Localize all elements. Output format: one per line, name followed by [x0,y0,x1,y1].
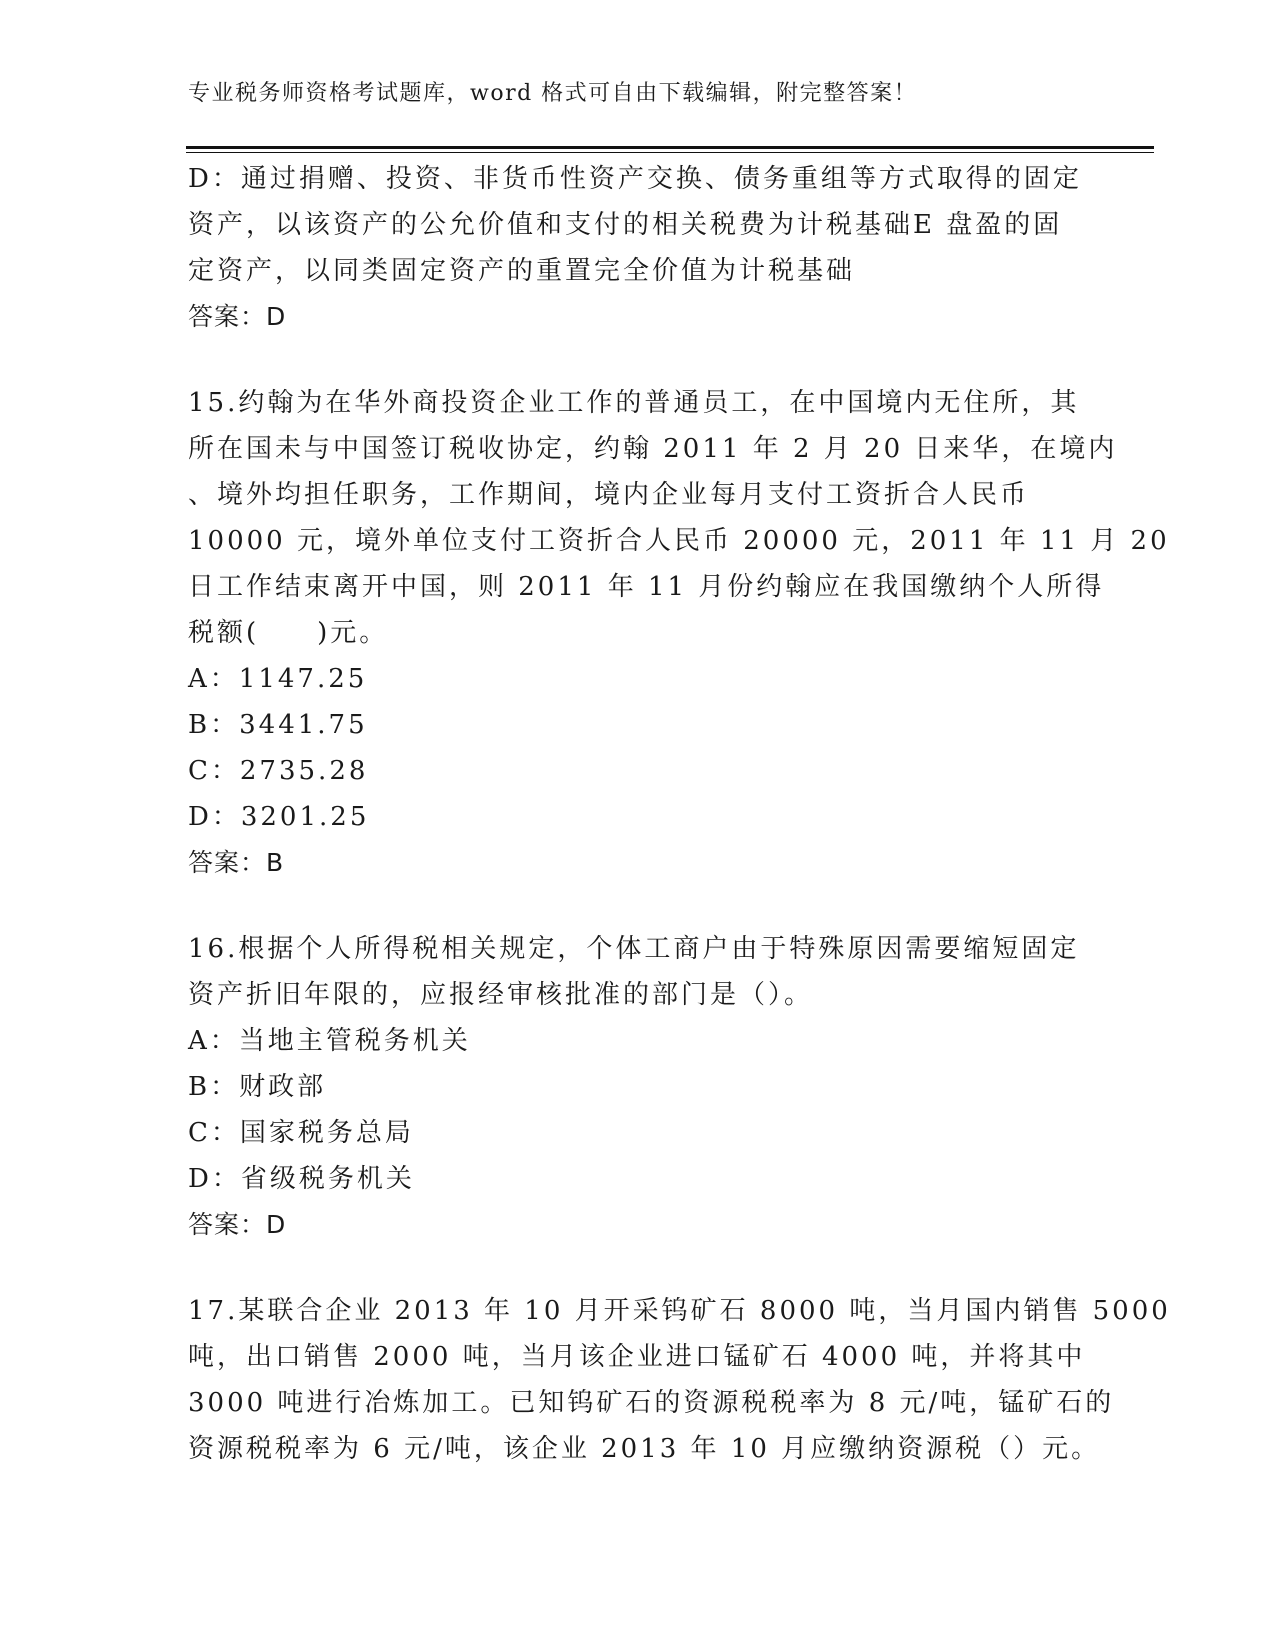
option-d-line-2: 资产，以该资产的公允价值和支付的相关税费为计税基础E 盘盈的固 [188,210,1063,240]
option-d: D：省级税务机关 [188,1164,415,1194]
page-header-title: 专业税务师资格考试题库，word 格式可自由下载编辑，附完整答案！ [188,81,918,106]
question-stem-line: 、境外均担任职务，工作期间，境内企业每月支付工资折合人民币 [188,480,1030,510]
document-body [188,156,1171,1472]
header-rule-thin [186,152,1154,153]
question-14-tail [188,156,1088,340]
question-stem-line: 17.某联合企业 2013 年 10 月开采钨矿石 8000 吨，当月国内销售 5000 [188,1296,1171,1326]
header-rule-thick [186,146,1154,149]
option-d: D：3201.25 [188,802,370,832]
answer-label: 答案：D [188,302,287,331]
question-stem-line: 税额( )元。 [188,618,389,648]
option-d-line-1: D：通过捐赠、投资、非货币性资产交换、债务重组等方式取得的固定 [188,164,1082,194]
question-stem-line: 日工作结束离开中国，则 2011 年 11 月份约翰应在我国缴纳个人所得 [188,572,1105,602]
option-b: B：财政部 [188,1072,327,1102]
question-17 [188,1288,1171,1472]
question-stem-line: 所在国未与中国签订税收协定，约翰 2011 年 2 月 20 日来华，在境内 [188,434,1118,464]
option-d-line-3: 定资产，以同类固定资产的重置完全价值为计税基础 [188,256,856,286]
question-16 [188,926,1088,1248]
question-stem-line: 15.约翰为在华外商投资企业工作的普通员工，在中国境内无住所，其 [188,388,1080,418]
answer-label: 答案：B [188,848,285,877]
option-c: C：国家税务总局 [188,1118,414,1148]
question-stem-line: 16.根据个人所得税相关规定，个体工商户由于特殊原因需要缩短固定 [188,934,1080,964]
question-stem-line: 资产折旧年限的，应报经审核批准的部门是（）。 [188,980,814,1010]
question-stem-line: 3000 吨进行冶炼加工。已知钨矿石的资源税税率为 8 元/吨，锰矿石的 [188,1388,1115,1418]
option-c: C：2735.28 [188,756,369,786]
question-15 [188,380,1170,886]
question-stem-line: 10000 元，境外单位支付工资折合人民币 20000 元，2011 年 11 月 20 [188,526,1170,556]
option-a: A：当地主管税务机关 [188,1026,471,1056]
answer-label: 答案：D [188,1210,287,1239]
option-b: B：3441.75 [188,710,368,740]
option-a: A：1147.25 [188,664,368,694]
question-stem-line: 资源税税率为 6 元/吨，该企业 2013 年 10 月应缴纳资源税（）元。 [188,1434,1101,1464]
question-stem-line: 吨，出口销售 2000 吨，当月该企业进口锰矿石 4000 吨，并将其中 [188,1342,1086,1372]
